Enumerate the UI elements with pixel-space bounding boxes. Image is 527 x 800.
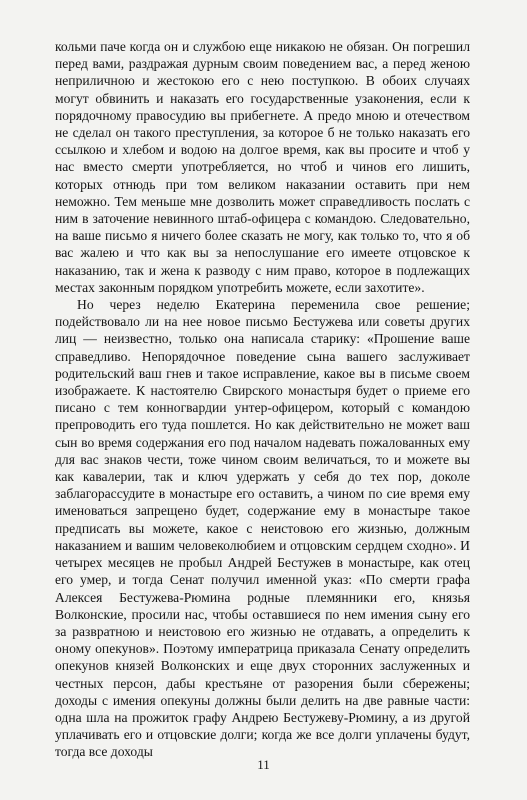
body-text xyxy=(55,38,470,761)
paragraph-continuation: кольми паче когда он и службою еще никакою не обязан. Он погрешил перед вами, раздражая дурным своим поведением вас, а перед женою неприличною и жестокою его с нею поступкою. В обоих случаях могут обвинить и наказать его государственные узаконения, если к порядочному правосудию вы прибегнете. А предо мною и отечеством не сделал он такого преступления, за которое б не только наказать его ссылкою и хлебом и водою на долгое время, как вы просите и чтоб у нас вместо смерти употребляется, но чтоб и чинов его лишить, которых отнюдь при том великом наказании оставить при нем неможно. Тем меньше мне дозволить может справедливость послать с ним в заточение невинного штаб-офицера с командою. Следовательно, на ваше письмо я ничего более сказать не могу, как только то, что я об вас жалею и что как вы за непослушание его имеете отцовское к наказанию, так и жена к разводу с ним право, которое в подлежащих местах законным порядком употребить можете, если захотите». xyxy=(55,39,470,295)
paragraph: Но через неделю Екатерина переменила свое решение; подействовало ли на нее новое письмо Бестужева или советы других лиц — неизвестно, только она написала старику: «Прошение ваше справедливо. Непорядочное поведение сына вашего заслуживает родительский ваш гнев и такое исправление, какое вы в письме своем изображаете. К настоятелю Свирского монастыря будет о приеме его писано с тем конногвардии унтер-офицером, который с командою препроводить его туда пошлется. Но как действительно не может ваш сын во время содержания его под началом надевать пожалованных ему для вас знаков чести, тоже чином своим величаться, то и можете вы как кавалерии, так и ключ удержать у себя до тех пор, доколе заблагорассудите в монастыре его оставить, а чином по сие время ему именоваться запрещено будет, содержание ему в монастыре такое предписать вы можете, какое с неистовою его жизнью, должным наказанием и вашим человеколюбием и отцовским сердцем сходно». И четырех месяцев не пробыл Андрей Бестужев в монастыре, как отец его умер, и тогда Сенат получил именной указ: «По смерти графа Алексея Бестужева-Рюмина родные племянники его, князья Волконские, просили нас, чтобы оставшиеся по нем имения сыну его за развратною и неистовою его жизнью не отдавать, а определить к оному опекунов». Поэтому императрица приказала Сенату определить опекунов князей Волконских и еще двух сторонних заслуженных и честных персон, дабы крестьяне от разорения были сбережены; доходы с имения опекуны должны были делить на две равные части: одна шла на прожиток графу Андрею Бестужеву-Рюмину, а из другой уплачивать его и отцовские долги; когда же все долги уплачены будут, тогда все доходы xyxy=(55,297,470,760)
page-number: 11 xyxy=(257,757,270,772)
